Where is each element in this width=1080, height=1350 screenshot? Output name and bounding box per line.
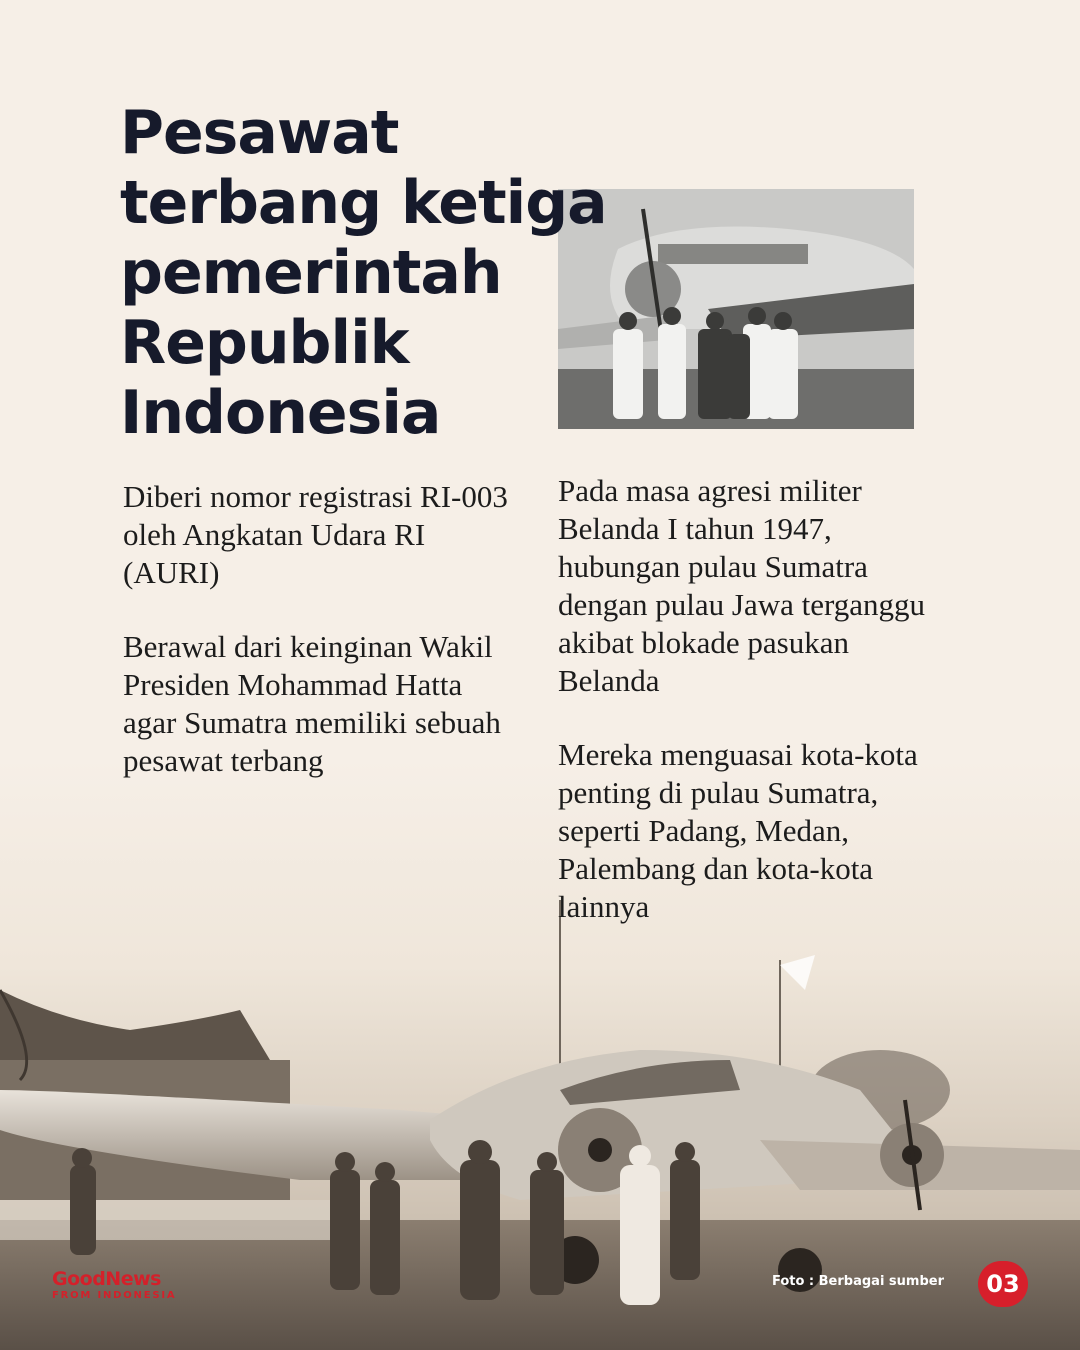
left-text-column (123, 478, 513, 816)
left-paragraph-1: Diberi nomor registrasi RI-003 oleh Angkatan Udara RI (AURI) (123, 479, 508, 590)
left-paragraph-2: Berawal dari keinginan Wakil Presiden Mohammad Hatta agar Sumatra memiliki sebuah pesawat terbang (123, 629, 501, 778)
goodnews-logo (52, 1268, 176, 1301)
brand-name: GoodNews (52, 1268, 161, 1290)
page-number-badge: 03 (978, 1261, 1028, 1307)
photo-credit: Foto : Berbagai sumber (771, 1274, 944, 1289)
right-paragraph-2: Mereka menguasai kota-kota penting di pulau Sumatra, seperti Padang, Medan, Palembang dan kota-kota lainnya (558, 737, 918, 924)
right-paragraph-1: Pada masa agresi militer Belanda I tahun 1947, hubungan pulau Sumatra dengan pulau Jawa terganggu akibat blokade pasukan Belanda (558, 473, 926, 698)
page-title: Pesawat terbang ketiga pemerintah Republik Indonesia (120, 98, 607, 448)
right-text-column (558, 472, 958, 962)
brand-tagline: FROM INDONESIA (52, 1290, 177, 1301)
